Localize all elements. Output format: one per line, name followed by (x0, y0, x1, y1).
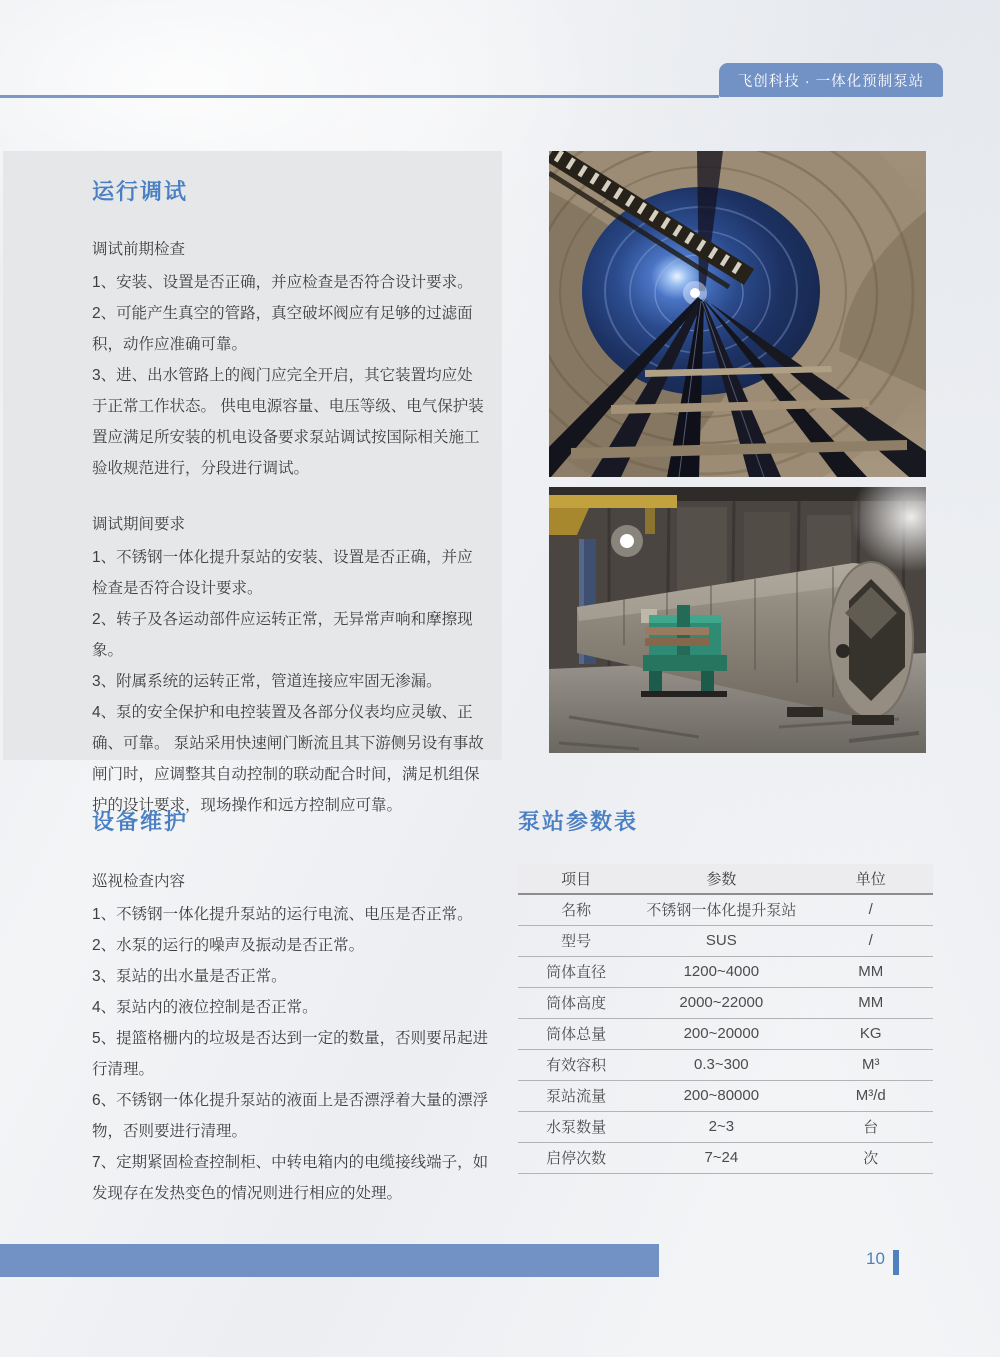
table-row (518, 1049, 933, 1080)
table-row (518, 956, 933, 987)
workshop-photo (549, 487, 926, 753)
cell-parameter: 0.3~300 (634, 1049, 808, 1080)
list-item: 3、附属系统的运转正常，管道连接应牢固无渗漏。 (92, 673, 442, 690)
list-item: 4、泵的安全保护和电控装置及各部分仪表均应灵敏、正确、可靠。 泵站采用快速闸门断流且其下游侧另设有事故闸门时，应调整其自动控制的联动配合时间，满足机组保护的设计要求，现场操作和远方控制应可靠。 (92, 704, 484, 814)
tunnel-photo-illustration (549, 151, 926, 477)
cell-unit: MM (808, 956, 933, 987)
column-header-unit: 单位 (808, 864, 933, 894)
table-row (518, 1018, 933, 1049)
list-item: 1、安装、设置是否正确，并应检查是否符合设计要求。 (92, 274, 473, 291)
table-row (518, 1142, 933, 1173)
table-row (518, 925, 933, 956)
cell-parameter: 2~3 (634, 1111, 808, 1142)
section-operation-debugging (3, 151, 502, 814)
cell-unit: M³/d (808, 1080, 933, 1111)
footer-accent-bar (0, 1244, 659, 1277)
cell-parameter: SUS (634, 925, 808, 956)
column-header-parameter: 参数 (634, 864, 808, 894)
list-item: 2、可能产生真空的管路，真空破坏阀应有足够的过滤面积，动作应准确可靠。 (92, 305, 473, 353)
cell-item: 有效容积 (518, 1049, 634, 1080)
cell-item: 泵站流量 (518, 1080, 634, 1111)
cell-unit: 次 (808, 1142, 933, 1173)
workshop-photo-illustration (549, 487, 926, 753)
section-title: 运行调试 (92, 179, 189, 204)
section-title: 设备维护 (92, 809, 189, 834)
list-item: 1、不锈钢一体化提升泵站的安装、设置是否正确，并应检查是否符合设计要求。 (92, 549, 473, 597)
cell-unit: MM (808, 987, 933, 1018)
subsection-title: 调试期间要求 (92, 516, 186, 533)
cell-parameter: 1200~4000 (634, 956, 808, 987)
table-row (518, 1080, 933, 1111)
section-equipment-maintenance (92, 805, 500, 1209)
table-row (518, 894, 933, 925)
page-number: 10 (866, 1249, 885, 1268)
cell-parameter: 不锈钢一体化提升泵站 (634, 894, 808, 925)
spacer (92, 484, 484, 509)
subsection-title: 调试前期检查 (92, 241, 186, 258)
cell-item: 型号 (518, 925, 634, 956)
list-item: 5、提篮格栅内的垃圾是否达到一定的数量，否则要吊起进行清理。 (92, 1030, 489, 1078)
cell-item: 筒体高度 (518, 987, 634, 1018)
table-row (518, 1111, 933, 1142)
cell-parameter: 200~20000 (634, 1018, 808, 1049)
table-header-row (518, 864, 933, 894)
tunnel-photo (549, 151, 926, 477)
section-title: 泵站参数表 (518, 809, 639, 834)
cell-unit: 台 (808, 1111, 933, 1142)
cell-item: 筒体总量 (518, 1018, 634, 1049)
cell-item: 启停次数 (518, 1142, 634, 1173)
cell-unit: / (808, 925, 933, 956)
list-item: 2、水泵的运行的噪声及振动是否正常。 (92, 937, 365, 954)
cell-item: 水泵数量 (518, 1111, 634, 1142)
cell-unit: KG (808, 1018, 933, 1049)
table-row (518, 987, 933, 1018)
cell-item: 筒体直径 (518, 956, 634, 987)
cell-unit: M³ (808, 1049, 933, 1080)
header-rule (0, 95, 719, 98)
cell-unit: / (808, 894, 933, 925)
list-item: 4、泵站内的液位控制是否正常。 (92, 999, 318, 1016)
subsection-title: 巡视检查内容 (92, 873, 186, 890)
list-item: 2、转子及各运动部件应运转正常，无异常声响和摩擦现象。 (92, 611, 473, 659)
cell-parameter: 200~80000 (634, 1080, 808, 1111)
cell-item: 名称 (518, 894, 634, 925)
column-header-item: 项目 (518, 864, 634, 894)
list-item: 6、不锈钢一体化提升泵站的液面上是否漂浮着大量的漂浮物，否则要进行清理。 (92, 1092, 489, 1140)
cell-parameter: 2000~22000 (634, 987, 808, 1018)
list-item: 1、不锈钢一体化提升泵站的运行电流、电压是否正常。 (92, 906, 473, 923)
section-parameter-table (518, 805, 933, 1174)
parameter-table (518, 864, 933, 1174)
page-number-tick (893, 1250, 899, 1275)
list-item: 3、泵站的出水量是否正常。 (92, 968, 287, 985)
list-item: 7、定期紧固检查控制柜、中转电箱内的电缆接线端子，如发现存在发热变色的情况则进行相应的处理。 (92, 1154, 489, 1202)
list-item: 3、进、出水管路上的阀门应完全开启，其它装置均应处于正常工作状态。 供电电源容量、电压等级、电气保护装置应满足所安装的机电设备要求泵站调试按国际相关施工验收规范进行，分段进行调试。 (92, 367, 484, 477)
cell-parameter: 7~24 (634, 1142, 808, 1173)
header-badge: 飞创科技 · 一体化预制泵站 (719, 63, 943, 97)
